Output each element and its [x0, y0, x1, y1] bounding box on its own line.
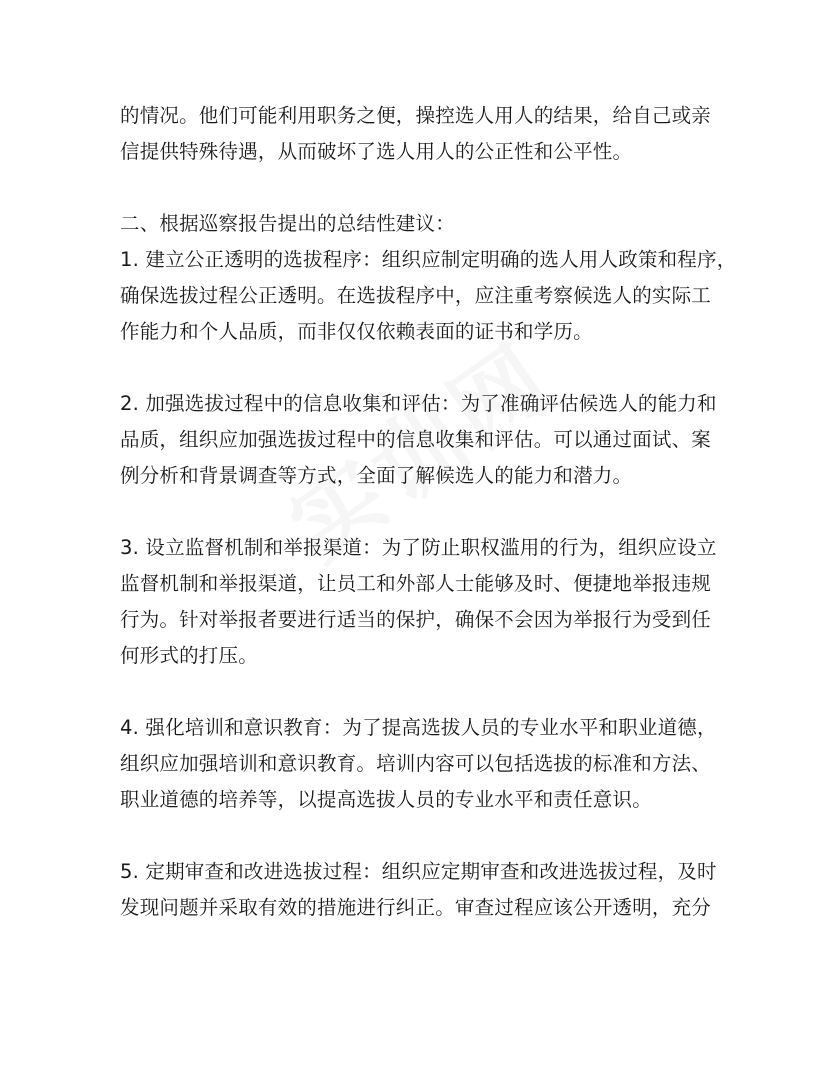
section-heading: 二、根据巡察报告提出的总结性建议：: [120, 212, 455, 235]
text-line: 5. 定期审查和改进选拔过程：组织应定期审查和改进选拔过程，及时: [120, 860, 717, 883]
document-body: [120, 98, 737, 926]
text-line: 的情况。他们可能利用职务之便，操控选人用人的结果，给自己或亲: [120, 104, 712, 127]
paragraph-spacer: [120, 818, 720, 854]
text-line: 组织应加强培训和意识教育。培训内容可以包括选拔的标准和方法、: [120, 752, 712, 775]
paragraph: [120, 710, 720, 818]
paragraph: [120, 98, 720, 170]
text-line: 品质，组织应加强选拔过程中的信息收集和评估。可以通过面试、案: [120, 428, 712, 451]
paragraph-spacer: [120, 170, 720, 206]
text-line: 作能力和个人品质，而非仅仅依赖表面的证书和学历。: [120, 320, 593, 343]
paragraph-spacer: [120, 674, 720, 710]
text-line: 何形式的打压。: [120, 644, 258, 667]
text-line: 发现问题并采取有效的措施进行纠正。审查过程应该公开透明，充分: [120, 896, 712, 919]
text-line: 监督机制和举报渠道，让员工和外部人士能够及时、便捷地举报违规: [120, 572, 712, 595]
text-line: 4. 强化培训和意识教育：为了提高选拔人员的专业水平和职业道德，: [120, 716, 717, 739]
text-line: 3. 设立监督机制和举报渠道：为了防止职权滥用的行为，组织应设立: [120, 536, 717, 559]
paragraph: [120, 206, 737, 350]
paragraph: [120, 386, 720, 494]
text-line: 信提供特殊待遇，从而破坏了选人用人的公正性和公平性。: [120, 140, 633, 163]
text-line: 确保选拔过程公正透明。在选拔程序中，应注重考察候选人的实际工: [120, 284, 712, 307]
text-line: 例分析和背景调查等方式，全面了解候选人的能力和潜力。: [120, 464, 633, 487]
text-line: 职业道德的培养等，以提高选拔人员的专业水平和责任意识。: [120, 788, 652, 811]
text-line: 1. 建立公正透明的选拔程序：组织应制定明确的选人用人政策和程序，: [120, 248, 737, 271]
text-line: 2. 加强选拔过程中的信息收集和评估：为了准确评估候选人的能力和: [120, 392, 717, 415]
paragraph: [120, 530, 720, 674]
text-line: 行为。针对举报者要进行适当的保护，确保不会因为举报行为受到任: [120, 608, 712, 631]
paragraph-spacer: [120, 350, 720, 386]
paragraph-spacer: [120, 494, 720, 530]
paragraph: [120, 854, 720, 926]
